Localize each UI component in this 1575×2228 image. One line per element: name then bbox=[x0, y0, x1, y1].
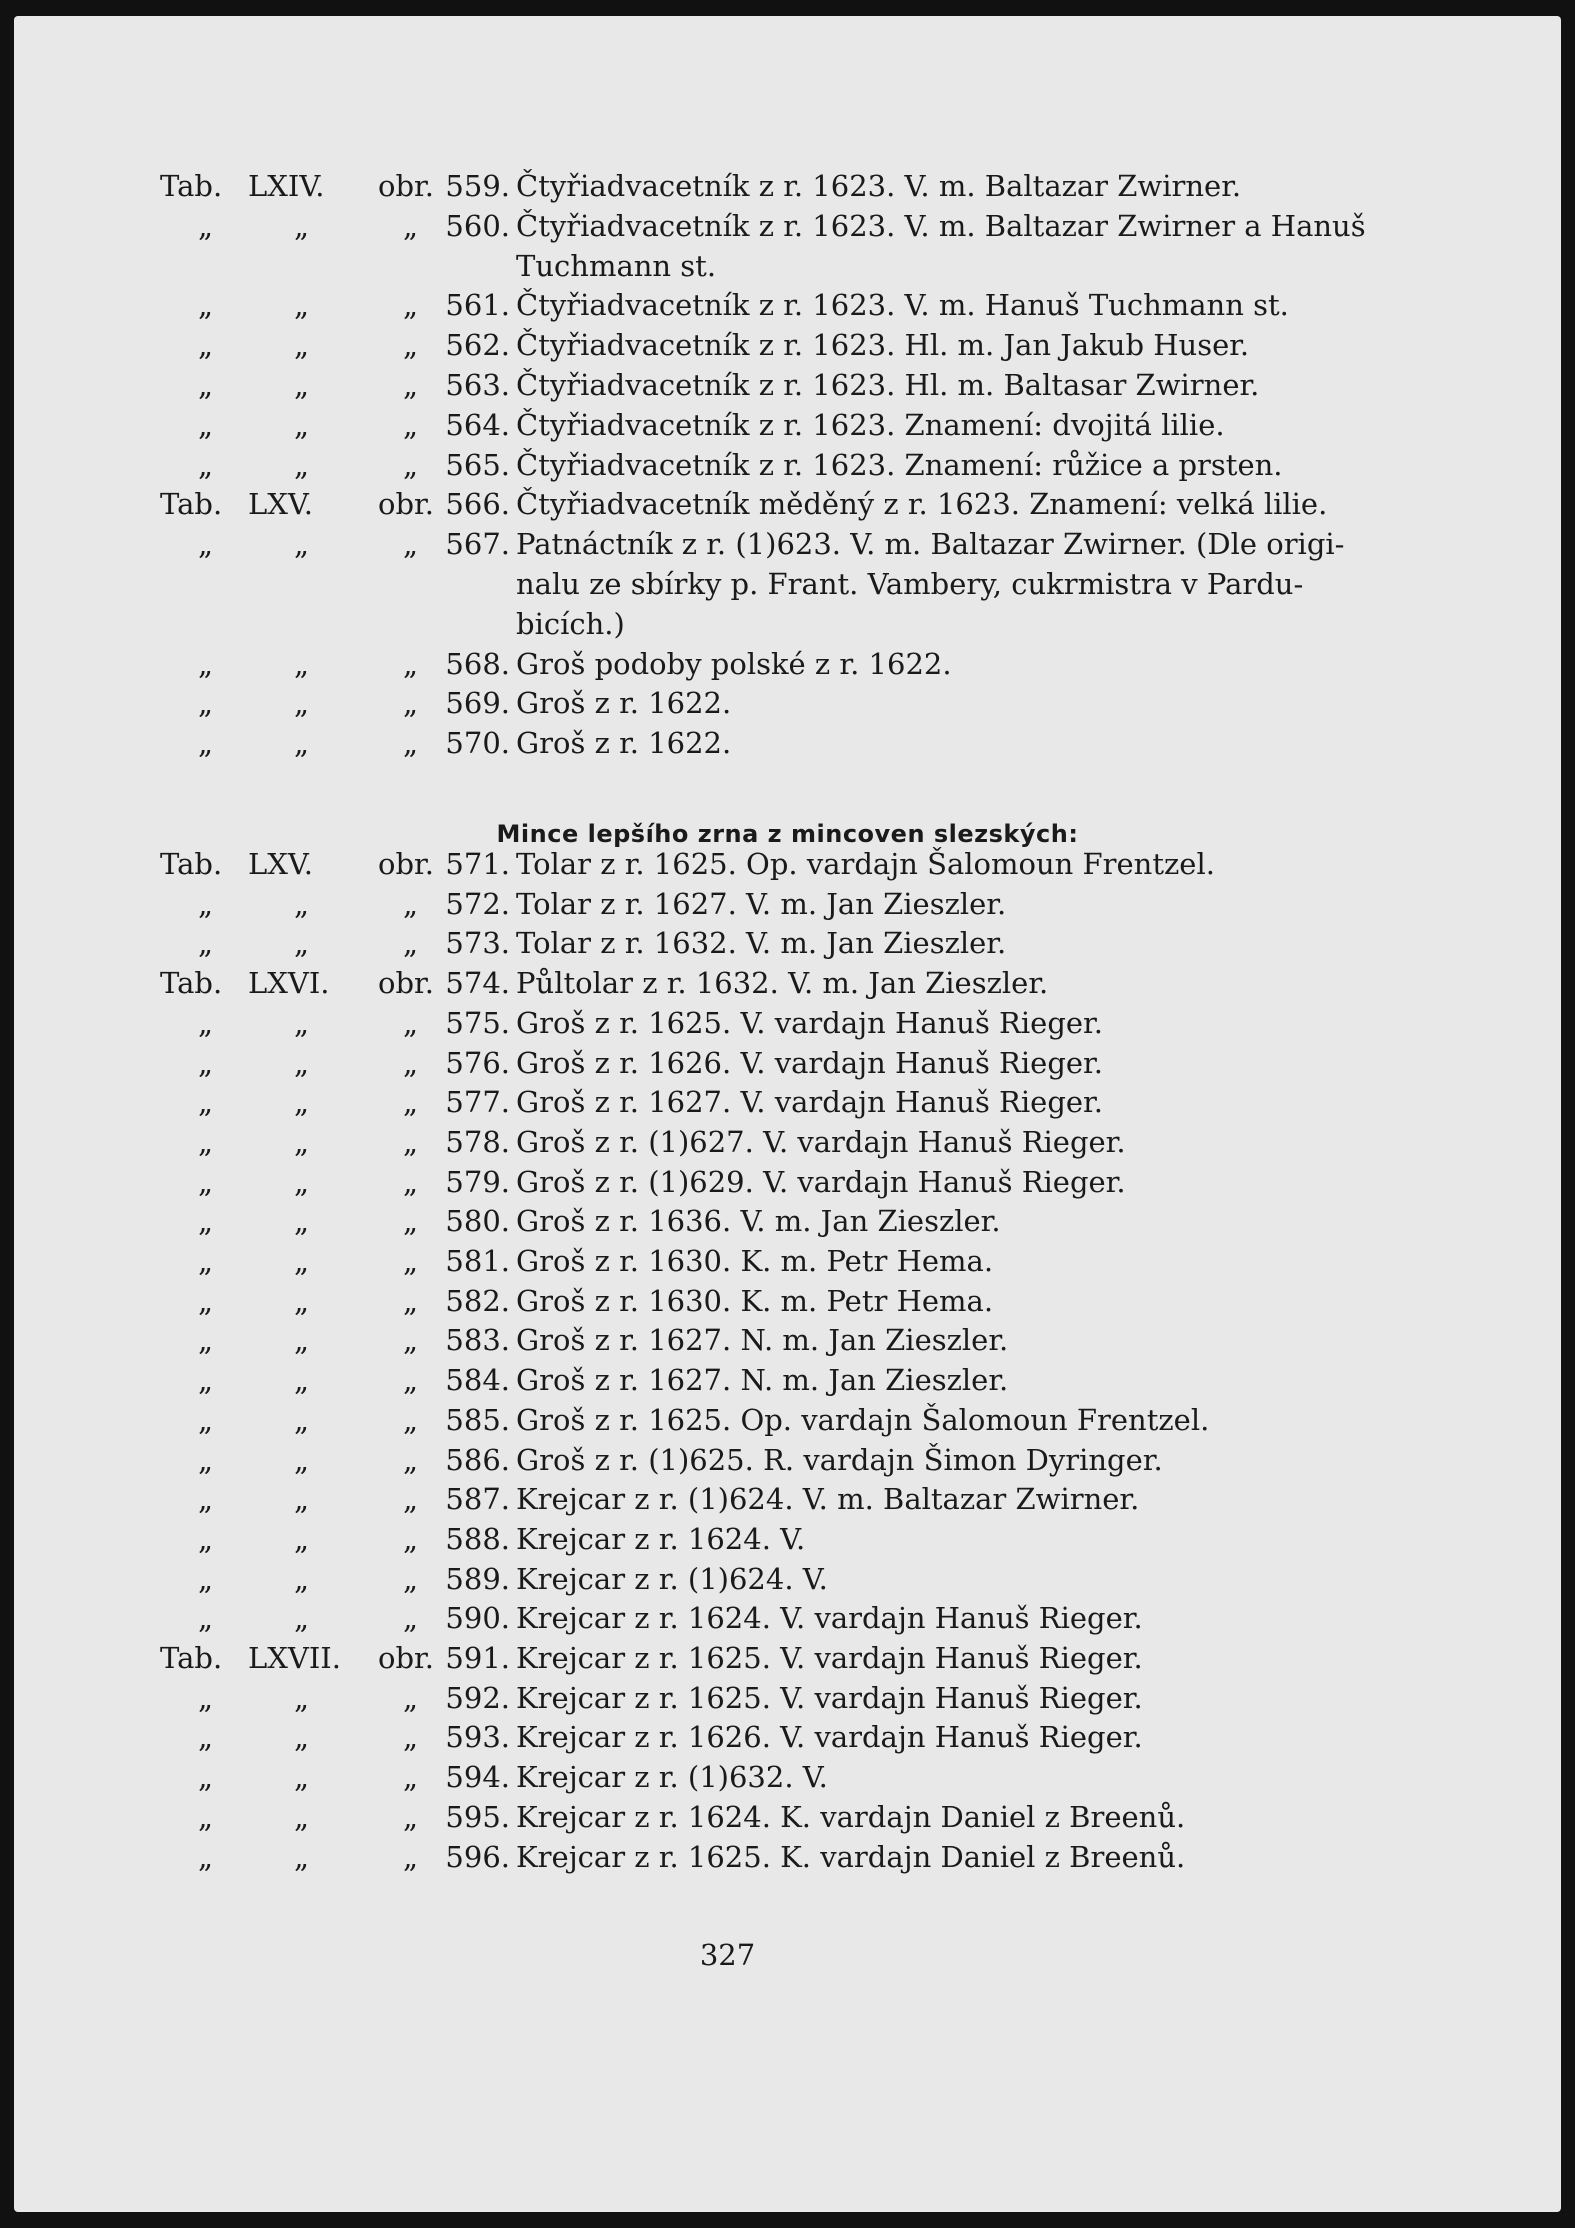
ditto-mark: „ bbox=[403, 686, 419, 721]
catalog-entry bbox=[14, 1559, 1561, 1599]
ditto-mark: „ bbox=[294, 1680, 310, 1715]
ditto-mark: „ bbox=[403, 726, 419, 761]
ditto-mark: „ bbox=[198, 447, 214, 482]
ditto-mark: „ bbox=[294, 1442, 310, 1477]
ditto-mark: „ bbox=[403, 208, 419, 243]
ditto-mark: „ bbox=[294, 208, 310, 243]
entry-description: Čtyřiadvacetník z r. 1623. Hl. m. Baltasar Zwirner. bbox=[516, 368, 1260, 402]
plate-number: LXV. bbox=[248, 487, 313, 522]
entry-description: Groš z r. (1)625. R. vardajn Šimon Dyringer. bbox=[516, 1442, 1163, 1477]
entry-number: 596. bbox=[445, 1839, 510, 1874]
entry-description: Čtyřiadvacetník z r. 1623. V. m. Baltazar Zwirner a Hanuš bbox=[516, 208, 1366, 243]
catalog-entry bbox=[14, 644, 1561, 684]
catalog-entry bbox=[14, 405, 1561, 445]
tab-label: Tab. bbox=[160, 847, 223, 881]
scan-mark bbox=[0, 1068, 8, 1082]
catalog-entry-continuation bbox=[14, 604, 1561, 644]
entry-number: 559. bbox=[445, 169, 510, 203]
ditto-mark: „ bbox=[198, 926, 214, 961]
ditto-mark: „ bbox=[294, 288, 310, 323]
entry-number: 592. bbox=[445, 1680, 510, 1715]
entry-number: 569. bbox=[445, 686, 510, 721]
entry-description: Groš z r. 1630. K. m. Petr Hema. bbox=[516, 1283, 994, 1318]
entry-number: 561. bbox=[445, 288, 510, 323]
entry-number: 577. bbox=[445, 1085, 510, 1120]
ditto-mark: „ bbox=[294, 646, 310, 681]
catalog-entry bbox=[14, 1519, 1561, 1559]
ditto-mark: „ bbox=[198, 1085, 214, 1120]
entry-number: 594. bbox=[445, 1760, 510, 1795]
ditto-mark: „ bbox=[403, 1799, 419, 1834]
entry-number: 590. bbox=[445, 1601, 510, 1636]
entry-description: Půltolar z r. 1632. V. m. Jan Zieszler. bbox=[516, 966, 1049, 1001]
ditto-mark: „ bbox=[198, 726, 214, 761]
ditto-mark: „ bbox=[403, 1482, 419, 1517]
entry-number: 587. bbox=[445, 1482, 510, 1517]
obr-label: obr. bbox=[378, 1641, 434, 1675]
ditto-mark: „ bbox=[294, 1799, 310, 1834]
ditto-mark: „ bbox=[403, 646, 419, 681]
tab-label: Tab. bbox=[160, 966, 223, 1001]
entry-description: Groš z r. 1627. N. m. Jan Zieszler. bbox=[516, 1323, 1009, 1358]
catalog-entry bbox=[14, 1082, 1561, 1122]
catalog-entry bbox=[14, 445, 1561, 485]
ditto-mark: „ bbox=[403, 1839, 419, 1874]
entry-description: Groš z r. 1627. V. vardajn Hanuš Rieger. bbox=[516, 1085, 1103, 1120]
ditto-mark: „ bbox=[403, 926, 419, 961]
ditto-mark: „ bbox=[198, 1045, 214, 1080]
entry-number: 568. bbox=[445, 646, 510, 681]
entry-description: Groš z r. 1630. K. m. Petr Hema. bbox=[516, 1244, 994, 1278]
entry-description: Krejcar z r. 1625. V. vardajn Hanuš Rieger. bbox=[516, 1680, 1143, 1715]
ditto-mark: „ bbox=[294, 1839, 310, 1874]
ditto-mark: „ bbox=[294, 368, 310, 402]
entry-description: Groš z r. (1)627. V. vardajn Hanuš Rieger. bbox=[516, 1124, 1126, 1159]
ditto-mark: „ bbox=[403, 1561, 419, 1596]
entry-description: Groš z r. 1622. bbox=[516, 686, 732, 721]
ditto-mark: „ bbox=[198, 1363, 214, 1398]
entry-description: Krejcar z r. 1625. V. vardajn Hanuš Rieger. bbox=[516, 1641, 1143, 1675]
entry-description: Groš z r. 1636. V. m. Jan Zieszler. bbox=[516, 1204, 1001, 1239]
scan-mark bbox=[0, 90, 8, 104]
entry-number: 578. bbox=[445, 1124, 510, 1159]
entry-description: Krejcar z r. 1626. V. vardajn Hanuš Rieger. bbox=[516, 1720, 1143, 1755]
ditto-mark: „ bbox=[294, 447, 310, 482]
ditto-mark: „ bbox=[294, 1164, 310, 1199]
catalog-entry bbox=[14, 1241, 1561, 1281]
ditto-mark: „ bbox=[403, 407, 419, 442]
entry-description: Krejcar z r. 1625. K. vardajn Daniel z Breenů. bbox=[516, 1839, 1186, 1874]
ditto-mark: „ bbox=[198, 288, 214, 323]
catalog-entry bbox=[14, 1638, 1561, 1678]
entry-number: 589. bbox=[445, 1561, 510, 1596]
ditto-mark: „ bbox=[198, 1601, 214, 1636]
ditto-mark: „ bbox=[294, 1521, 310, 1556]
catalog-entry bbox=[14, 1360, 1561, 1400]
catalog-entry bbox=[14, 1440, 1561, 1480]
entry-number: 586. bbox=[445, 1442, 510, 1477]
entry-description: Čtyřiadvacetník z r. 1623. V. m. Hanuš Tuchmann st. bbox=[516, 288, 1289, 323]
entry-number: 573. bbox=[445, 926, 510, 961]
entry-number: 567. bbox=[445, 527, 510, 562]
entry-description: nalu ze sbírky p. Frant. Vambery, cukrmistra v Pardu- bbox=[516, 567, 1304, 601]
entry-description: Groš z r. 1625. Op. vardajn Šalomoun Frentzel. bbox=[516, 1402, 1210, 1437]
entry-description: Groš z r. 1625. V. vardajn Hanuš Rieger. bbox=[516, 1005, 1103, 1040]
ditto-mark: „ bbox=[198, 1482, 214, 1517]
plate-number: LXIV. bbox=[248, 169, 325, 203]
ditto-mark: „ bbox=[294, 1482, 310, 1517]
catalog-entry bbox=[14, 285, 1561, 325]
entry-description: Tolar z r. 1632. V. m. Jan Zieszler. bbox=[516, 926, 1007, 961]
catalog-entry bbox=[14, 1122, 1561, 1162]
ditto-mark: „ bbox=[294, 1085, 310, 1120]
ditto-mark: „ bbox=[198, 1283, 214, 1318]
catalog-entry bbox=[14, 1837, 1561, 1877]
catalog-entry bbox=[14, 166, 1561, 206]
ditto-mark: „ bbox=[198, 527, 214, 562]
ditto-mark: „ bbox=[403, 368, 419, 402]
entry-number: 591. bbox=[445, 1641, 510, 1675]
ditto-mark: „ bbox=[198, 368, 214, 402]
page-number: 327 bbox=[699, 1938, 756, 1972]
ditto-mark: „ bbox=[198, 1005, 214, 1040]
ditto-mark: „ bbox=[198, 1561, 214, 1596]
ditto-mark: „ bbox=[294, 1323, 310, 1358]
ditto-mark: „ bbox=[294, 1760, 310, 1795]
obr-label: obr. bbox=[378, 847, 434, 881]
entry-description: Krejcar z r. 1624. V. bbox=[516, 1521, 806, 1556]
ditto-mark: „ bbox=[294, 1005, 310, 1040]
obr-label: obr. bbox=[378, 966, 434, 1001]
catalog-entry bbox=[14, 1797, 1561, 1837]
catalog-entry bbox=[14, 723, 1561, 763]
ditto-mark: „ bbox=[403, 1720, 419, 1755]
ditto-mark: „ bbox=[403, 527, 419, 562]
entry-number: 566. bbox=[445, 487, 510, 522]
ditto-mark: „ bbox=[198, 1204, 214, 1239]
tab-label: Tab. bbox=[160, 169, 223, 203]
ditto-mark: „ bbox=[198, 1244, 214, 1278]
ditto-mark: „ bbox=[198, 1839, 214, 1874]
ditto-mark: „ bbox=[198, 1442, 214, 1477]
plate-number: LXVII. bbox=[248, 1641, 341, 1675]
ditto-mark: „ bbox=[403, 1521, 419, 1556]
catalog-entry bbox=[14, 1717, 1561, 1757]
entry-number: 571. bbox=[445, 847, 510, 881]
entry-description: Čtyřiadvacetník z r. 1623. Hl. m. Jan Jakub Huser. bbox=[516, 328, 1250, 363]
catalog-entry-continuation bbox=[14, 564, 1561, 604]
entry-number: 564. bbox=[445, 407, 510, 442]
ditto-mark: „ bbox=[294, 1244, 310, 1278]
entry-number: 563. bbox=[445, 368, 510, 402]
ditto-mark: „ bbox=[403, 1164, 419, 1199]
ditto-mark: „ bbox=[403, 328, 419, 363]
catalog-entry bbox=[14, 884, 1561, 924]
obr-label: obr. bbox=[378, 487, 434, 522]
ditto-mark: „ bbox=[198, 1521, 214, 1556]
catalog-entry bbox=[14, 1281, 1561, 1321]
section-heading: Mince lepšího zrna z mincoven slezských: bbox=[496, 820, 1079, 848]
ditto-mark: „ bbox=[403, 288, 419, 323]
catalog-entry bbox=[14, 206, 1561, 246]
entry-description: Patnáctník z r. (1)623. V. m. Baltazar Zwirner. (Dle origi- bbox=[516, 527, 1345, 562]
ditto-mark: „ bbox=[294, 527, 310, 562]
ditto-mark: „ bbox=[198, 646, 214, 681]
ditto-mark: „ bbox=[294, 686, 310, 721]
entry-description: Groš z r. 1627. N. m. Jan Zieszler. bbox=[516, 1363, 1009, 1398]
ditto-mark: „ bbox=[403, 1204, 419, 1239]
plate-number: LXVI. bbox=[248, 966, 330, 1001]
catalog-entry bbox=[14, 1757, 1561, 1797]
tab-label: Tab. bbox=[160, 487, 223, 522]
ditto-mark: „ bbox=[294, 407, 310, 442]
entry-number: 579. bbox=[445, 1164, 510, 1199]
ditto-mark: „ bbox=[294, 1124, 310, 1159]
catalog-entry bbox=[14, 1678, 1561, 1718]
ditto-mark: „ bbox=[403, 1442, 419, 1477]
entry-number: 574. bbox=[445, 966, 510, 1001]
entry-description: Groš z r. 1622. bbox=[516, 726, 732, 761]
entry-description: bicích.) bbox=[516, 606, 625, 641]
ditto-mark: „ bbox=[403, 886, 419, 921]
ditto-mark: „ bbox=[403, 1124, 419, 1159]
ditto-mark: „ bbox=[294, 1561, 310, 1596]
catalog-entry bbox=[14, 365, 1561, 405]
entry-number: 576. bbox=[445, 1045, 510, 1080]
catalog-entry bbox=[14, 844, 1561, 884]
catalog-entry bbox=[14, 923, 1561, 963]
entry-number: 582. bbox=[445, 1283, 510, 1318]
catalog-entry-continuation bbox=[14, 246, 1561, 286]
entry-description: Groš z r. 1626. V. vardajn Hanuš Rieger. bbox=[516, 1045, 1103, 1080]
entry-description: Krejcar z r. (1)624. V. m. Baltazar Zwirner. bbox=[516, 1482, 1140, 1517]
catalog-entry bbox=[14, 524, 1561, 564]
entry-number: 580. bbox=[445, 1204, 510, 1239]
ditto-mark: „ bbox=[403, 1363, 419, 1398]
entry-number: 570. bbox=[445, 726, 510, 761]
catalog-entry bbox=[14, 1400, 1561, 1440]
ditto-mark: „ bbox=[403, 1085, 419, 1120]
catalog-entry bbox=[14, 484, 1561, 524]
entry-description: Čtyřiadvacetník měděný z r. 1623. Znamení: velká lilie. bbox=[516, 487, 1328, 522]
ditto-mark: „ bbox=[403, 447, 419, 482]
ditto-mark: „ bbox=[403, 1323, 419, 1358]
ditto-mark: „ bbox=[403, 1283, 419, 1318]
ditto-mark: „ bbox=[403, 1244, 419, 1278]
entry-number: 595. bbox=[445, 1799, 510, 1834]
ditto-mark: „ bbox=[294, 328, 310, 363]
ditto-mark: „ bbox=[198, 1164, 214, 1199]
ditto-mark: „ bbox=[198, 1799, 214, 1834]
ditto-mark: „ bbox=[294, 926, 310, 961]
entry-description: Čtyřiadvacetník z r. 1623. Znamení: dvojitá lilie. bbox=[516, 407, 1225, 442]
ditto-mark: „ bbox=[294, 1363, 310, 1398]
entry-number: 585. bbox=[445, 1402, 510, 1437]
entry-number: 572. bbox=[445, 886, 510, 921]
catalog-entry bbox=[14, 1003, 1561, 1043]
entry-description: Tolar z r. 1625. Op. vardajn Šalomoun Frentzel. bbox=[516, 847, 1215, 881]
ditto-mark: „ bbox=[294, 1283, 310, 1318]
catalog-entry bbox=[14, 1162, 1561, 1202]
ditto-mark: „ bbox=[198, 686, 214, 721]
ditto-mark: „ bbox=[294, 1601, 310, 1636]
ditto-mark: „ bbox=[403, 1601, 419, 1636]
catalog-entry bbox=[14, 325, 1561, 365]
entry-description: Krejcar z r. (1)632. V. bbox=[516, 1760, 828, 1795]
entry-number: 593. bbox=[445, 1720, 510, 1755]
ditto-mark: „ bbox=[403, 1680, 419, 1715]
entry-number: 581. bbox=[445, 1244, 510, 1278]
catalog-entry bbox=[14, 1479, 1561, 1519]
ditto-mark: „ bbox=[294, 1204, 310, 1239]
entry-number: 575. bbox=[445, 1005, 510, 1040]
entry-description: Groš podoby polské z r. 1622. bbox=[516, 646, 952, 681]
catalog-entry bbox=[14, 1598, 1561, 1638]
ditto-mark: „ bbox=[198, 407, 214, 442]
entry-description: Čtyřiadvacetník z r. 1623. V. m. Baltazar Zwirner. bbox=[516, 169, 1242, 203]
entry-description: Tolar z r. 1627. V. m. Jan Zieszler. bbox=[516, 886, 1007, 921]
entry-description: Krejcar z r. 1624. V. vardajn Hanuš Rieger. bbox=[516, 1601, 1143, 1636]
obr-label: obr. bbox=[378, 169, 434, 203]
ditto-mark: „ bbox=[403, 1005, 419, 1040]
entry-number: 583. bbox=[445, 1323, 510, 1358]
tab-label: Tab. bbox=[160, 1641, 223, 1675]
catalog-entry bbox=[14, 1320, 1561, 1360]
catalog-entry bbox=[14, 683, 1561, 723]
book-page bbox=[14, 16, 1561, 2212]
catalog-entry bbox=[14, 1201, 1561, 1241]
ditto-mark: „ bbox=[403, 1402, 419, 1437]
ditto-mark: „ bbox=[198, 1402, 214, 1437]
entry-description: Groš z r. (1)629. V. vardajn Hanuš Rieger. bbox=[516, 1164, 1126, 1199]
ditto-mark: „ bbox=[403, 1045, 419, 1080]
ditto-mark: „ bbox=[294, 726, 310, 761]
entry-number: 584. bbox=[445, 1363, 510, 1398]
ditto-mark: „ bbox=[198, 886, 214, 921]
ditto-mark: „ bbox=[198, 208, 214, 243]
plate-number: LXV. bbox=[248, 847, 313, 881]
catalog-entry bbox=[14, 963, 1561, 1003]
ditto-mark: „ bbox=[294, 1720, 310, 1755]
entry-number: 562. bbox=[445, 328, 510, 363]
entry-number: 588. bbox=[445, 1521, 510, 1556]
ditto-mark: „ bbox=[294, 1402, 310, 1437]
catalog-entry bbox=[14, 1043, 1561, 1083]
ditto-mark: „ bbox=[294, 1045, 310, 1080]
ditto-mark: „ bbox=[198, 328, 214, 363]
entry-description: Krejcar z r. (1)624. V. bbox=[516, 1561, 828, 1596]
entry-description: Tuchmann st. bbox=[516, 248, 717, 283]
ditto-mark: „ bbox=[198, 1760, 214, 1795]
ditto-mark: „ bbox=[198, 1680, 214, 1715]
ditto-mark: „ bbox=[198, 1720, 214, 1755]
entry-number: 560. bbox=[445, 208, 510, 243]
ditto-mark: „ bbox=[198, 1124, 214, 1159]
entry-description: Čtyřiadvacetník z r. 1623. Znamení: růžice a prsten. bbox=[516, 447, 1283, 482]
entry-description: Krejcar z r. 1624. K. vardajn Daniel z Breenů. bbox=[516, 1799, 1186, 1834]
entry-number: 565. bbox=[445, 447, 510, 482]
ditto-mark: „ bbox=[198, 1323, 214, 1358]
ditto-mark: „ bbox=[403, 1760, 419, 1795]
ditto-mark: „ bbox=[294, 886, 310, 921]
